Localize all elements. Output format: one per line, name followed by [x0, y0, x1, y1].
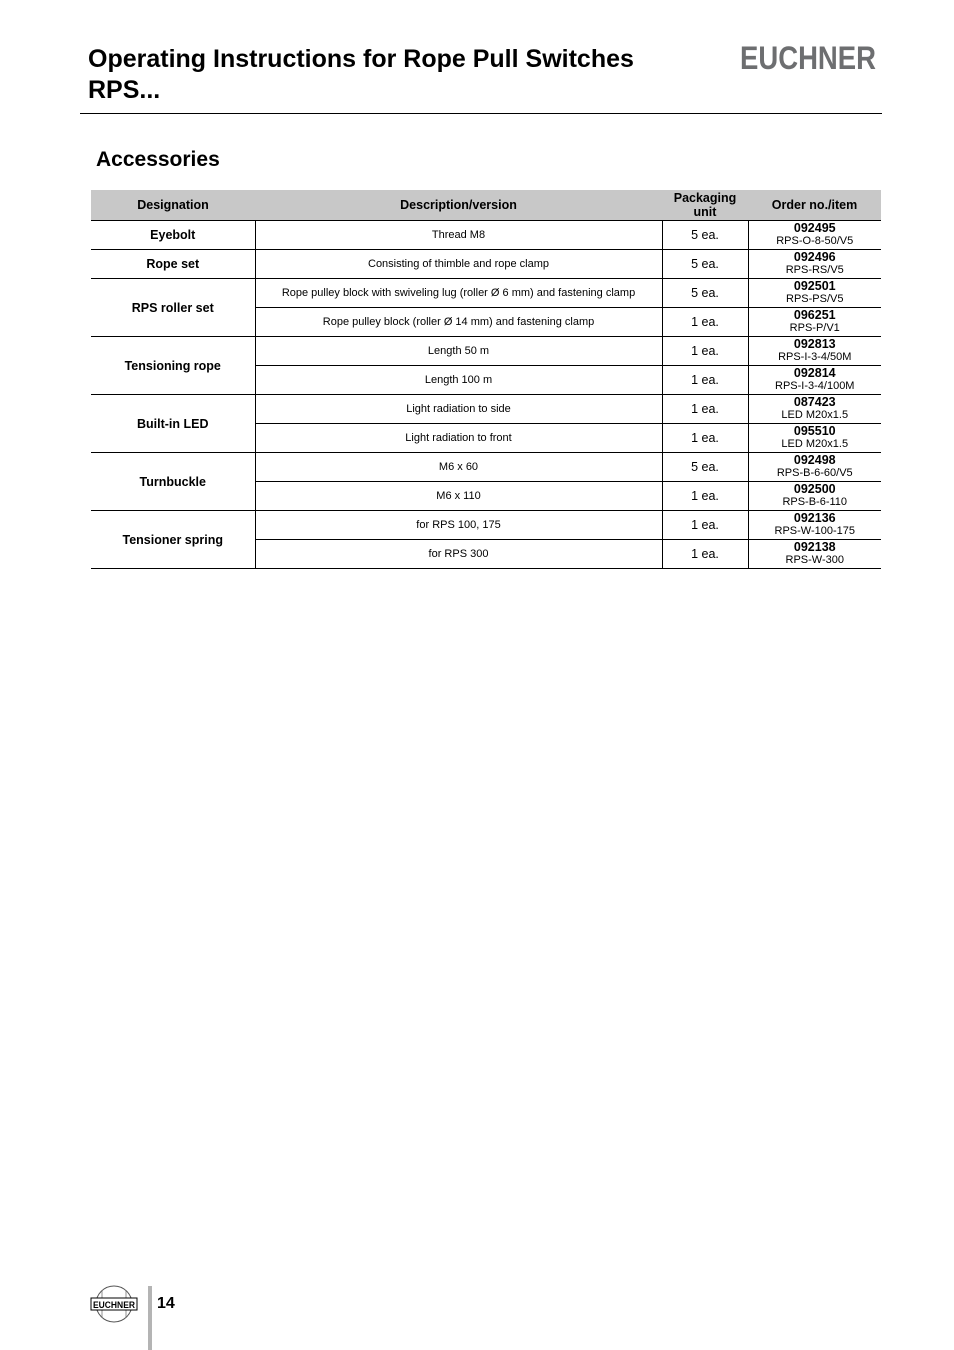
designation-cell: Rope set	[91, 250, 255, 279]
footer-logo	[90, 1284, 138, 1324]
order-cell	[748, 308, 881, 337]
description-cell: for RPS 100, 175	[255, 511, 662, 540]
description-cell: Light radiation to side	[255, 395, 662, 424]
packaging-cell: 1 ea.	[662, 424, 748, 453]
page-title	[88, 44, 708, 106]
section-title: Accessories	[96, 148, 220, 171]
order-item: RPS-I-3-4/100M	[775, 380, 855, 392]
order-item: LED M20x1.5	[781, 438, 849, 450]
packaging-cell: 5 ea.	[662, 250, 748, 279]
order-number: 092501	[793, 279, 836, 293]
table-row	[91, 453, 881, 482]
description-cell: Rope pulley block (roller Ø 14 mm) and fastening clamp	[255, 308, 662, 337]
title-line-2: RPS...	[88, 76, 161, 104]
svg-text:EUCHNER: EUCHNER	[740, 40, 876, 76]
order-number: 095510	[793, 424, 836, 438]
order-number: 092813	[793, 337, 836, 351]
packaging-cell: 1 ea.	[662, 308, 748, 337]
designation-cell: Eyebolt	[91, 221, 255, 250]
order-item: RPS-RS/V5	[785, 264, 844, 276]
order-cell	[748, 482, 881, 511]
order-number: 096251	[793, 308, 836, 322]
order-cell	[748, 337, 881, 366]
order-cell	[748, 221, 881, 250]
order-cell	[748, 511, 881, 540]
packaging-cell: 1 ea.	[662, 395, 748, 424]
table-row	[91, 221, 881, 250]
description-cell: Thread M8	[255, 221, 662, 250]
order-number: 092500	[793, 482, 836, 496]
order-item: RPS-O-8-50/V5	[776, 235, 854, 247]
packaging-cell: 1 ea.	[662, 540, 748, 569]
description-cell: for RPS 300	[255, 540, 662, 569]
description-cell: Light radiation to front	[255, 424, 662, 453]
column-header-packaging: Packaging unit	[662, 190, 748, 221]
description-cell: M6 x 110	[255, 482, 662, 511]
header-rule	[80, 113, 882, 114]
euchner-logo	[738, 38, 878, 78]
packaging-cell: 1 ea.	[662, 366, 748, 395]
order-item: RPS-B-6-60/V5	[776, 467, 853, 479]
designation-cell: RPS roller set	[91, 279, 255, 337]
order-item: RPS-I-3-4/50M	[778, 351, 852, 363]
packaging-cell: 5 ea.	[662, 453, 748, 482]
order-cell	[748, 453, 881, 482]
order-number: 092138	[793, 540, 836, 554]
column-header-designation: Designation	[91, 190, 255, 221]
description-cell: Consisting of thimble and rope clamp	[255, 250, 662, 279]
packaging-cell: 1 ea.	[662, 482, 748, 511]
table-row	[91, 395, 881, 424]
table-row	[91, 250, 881, 279]
title-line-1: Operating Instructions for Rope Pull Switches	[88, 45, 634, 73]
order-item: RPS-B-6-110	[782, 496, 848, 508]
page-number: 14	[157, 1295, 175, 1312]
order-cell	[748, 424, 881, 453]
table-header-row	[91, 190, 881, 221]
order-cell	[748, 395, 881, 424]
packaging-cell: 1 ea.	[662, 511, 748, 540]
designation-cell: Tensioning rope	[91, 337, 255, 395]
table-row	[91, 511, 881, 540]
column-header-description: Description/version	[255, 190, 662, 221]
description-cell: Length 100 m	[255, 366, 662, 395]
order-cell	[748, 250, 881, 279]
order-cell	[748, 366, 881, 395]
packaging-cell: 5 ea.	[662, 279, 748, 308]
table-row	[91, 337, 881, 366]
order-number: 092498	[793, 453, 836, 467]
table-body	[91, 221, 881, 569]
order-item: RPS-W-100-175	[774, 525, 855, 537]
svg-text:EUCHNER: EUCHNER	[93, 1300, 136, 1310]
order-cell	[748, 279, 881, 308]
footer-divider	[148, 1286, 152, 1350]
description-cell: Length 50 m	[255, 337, 662, 366]
description-cell: Rope pulley block with swiveling lug (roller Ø 6 mm) and fastening clamp	[255, 279, 662, 308]
designation-cell: Turnbuckle	[91, 453, 255, 511]
order-item: RPS-PS/V5	[786, 293, 844, 305]
designation-cell: Built-in LED	[91, 395, 255, 453]
order-number: 092814	[793, 366, 836, 380]
packaging-cell: 5 ea.	[662, 221, 748, 250]
order-number: 087423	[793, 395, 836, 409]
order-item: RPS-P/V1	[789, 322, 840, 334]
column-header-order: Order no./item	[748, 190, 881, 221]
table-row	[91, 279, 881, 308]
order-number: 092495	[793, 221, 836, 235]
packaging-cell: 1 ea.	[662, 337, 748, 366]
designation-cell: Tensioner spring	[91, 511, 255, 569]
accessories-table	[91, 190, 881, 569]
order-item: LED M20x1.5	[781, 409, 849, 421]
description-cell: M6 x 60	[255, 453, 662, 482]
order-cell	[748, 540, 881, 569]
order-number: 092136	[793, 511, 836, 525]
order-number: 092496	[793, 250, 836, 264]
order-item: RPS-W-300	[785, 554, 844, 566]
